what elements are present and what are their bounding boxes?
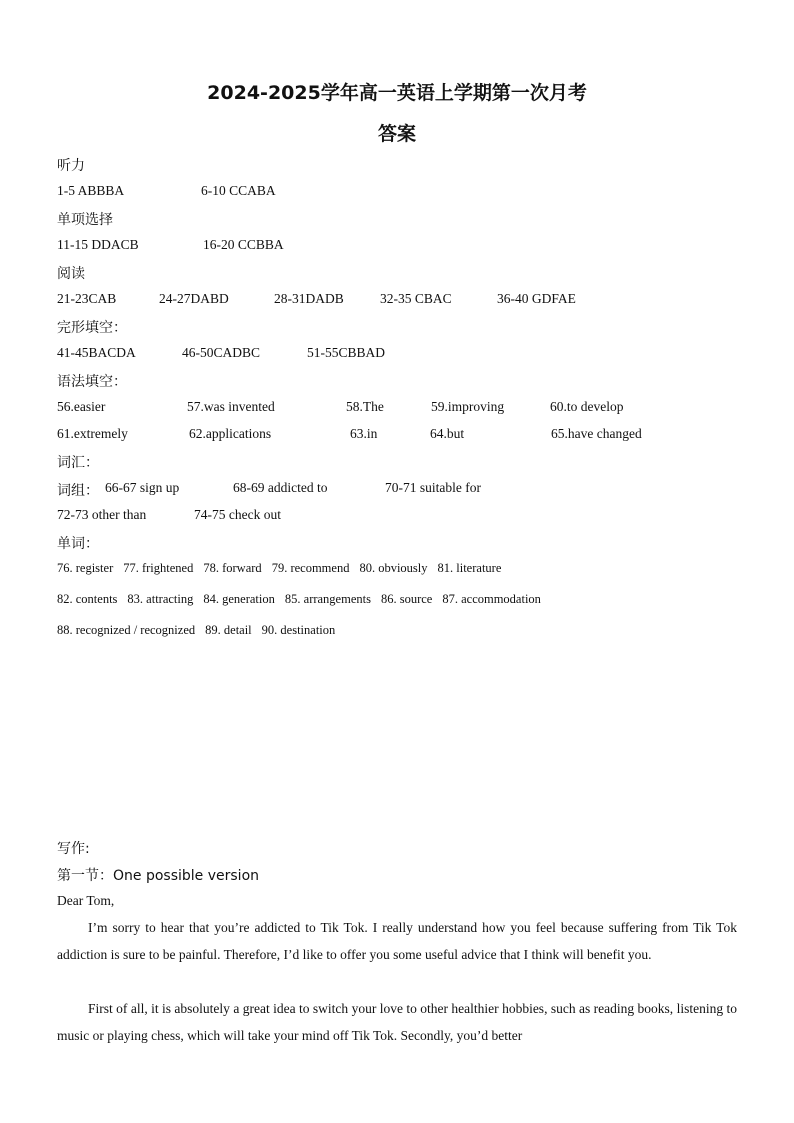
answer-item: 77. frightened	[123, 561, 194, 575]
words-row	[57, 623, 345, 638]
cloze-answers	[57, 345, 757, 363]
answer-group: 46-50CADBC	[182, 345, 261, 360]
answer-group: 32-35 CBAC	[380, 291, 452, 306]
phrases-row	[57, 480, 757, 498]
listening-label: 听力	[57, 158, 85, 174]
answer-item: 86. source	[380, 592, 433, 606]
answer-group: 21-23CAB	[57, 291, 117, 306]
answer-item: 83. attracting	[127, 592, 194, 606]
answer-item: 64.but	[430, 426, 465, 441]
letter-greeting: Dear Tom,	[57, 893, 115, 908]
grammar-answers-row	[57, 426, 757, 444]
answer-group: 24-27DABD	[159, 291, 229, 306]
answer-group: 41-45BACDA	[57, 345, 136, 360]
single-choice-answers	[57, 237, 757, 255]
answer-item: 65.have changed	[551, 426, 642, 441]
answer-item: 72-73 other than	[57, 507, 147, 522]
cloze-label: 完形填空：	[57, 320, 127, 336]
answer-group: 1-5 ABBBA	[57, 183, 125, 198]
letter-paragraph: I’m sorry to hear that you’re addicted to Tik Tok. I really understand how you feel because suffering from Tik Tok addiction is sure to be painful. Therefore, I’d like to offer you some useful advice that I think will benefit you.	[57, 920, 737, 962]
answer-group: 16-20 CCBBA	[203, 237, 284, 252]
grammar-label: 语法填空：	[57, 374, 127, 390]
answer-item: 59.improving	[431, 399, 505, 414]
document-subtitle: 答案	[377, 123, 416, 145]
answer-item: 56.easier	[57, 399, 106, 414]
answer-item: 68-69 addicted to	[233, 480, 328, 495]
answer-item: 58.The	[346, 399, 384, 414]
answer-item: 61.extremely	[57, 426, 128, 441]
phrases-row	[57, 507, 757, 525]
answer-group: 6-10 CCABA	[201, 183, 276, 198]
answer-item: 70-71 suitable for	[385, 480, 481, 495]
words-row	[57, 592, 551, 607]
answer-group: 51-55CBBAD	[307, 345, 386, 360]
answer-item: 78. forward	[203, 561, 262, 575]
answer-item: 60.to develop	[550, 399, 624, 414]
reading-answers	[57, 291, 757, 309]
listening-answers	[57, 183, 757, 201]
answer-item: 89. detail	[205, 623, 252, 637]
answer-item: 74-75 check out	[194, 507, 281, 522]
answer-item: 85. arrangements	[284, 592, 371, 606]
answer-item: 81. literature	[437, 561, 502, 575]
answer-item: 80. obviously	[359, 561, 428, 575]
answer-item: 82. contents	[57, 592, 118, 606]
answer-item: 87. accommodation	[442, 592, 541, 606]
answer-item: 90. destination	[261, 623, 336, 637]
vocabulary-label: 词汇：	[57, 455, 99, 471]
answer-group: 11-15 DDACB	[57, 237, 139, 252]
answer-item: 76. register	[57, 561, 114, 575]
answer-item: 62.applications	[189, 426, 272, 441]
answer-item: 79. recommend	[271, 561, 350, 575]
letter-paragraph: First of all, it is absolutely a great idea to switch your love to other healthier hobbies, such as reading books, listening to music or playing chess, which will take your mind off Tik Tok. Secondly, you’d better	[57, 1001, 737, 1043]
phrases-label: 词组：	[57, 483, 99, 499]
words-row	[57, 561, 511, 576]
single-choice-label: 单项选择	[57, 212, 113, 228]
answer-item: 66-67 sign up	[105, 480, 180, 495]
answer-item: 63.in	[350, 426, 378, 441]
writing-label: 写作:	[57, 841, 90, 857]
answer-item: 84. generation	[203, 592, 275, 606]
words-label: 单词：	[57, 536, 99, 552]
grammar-answers-row	[57, 399, 757, 417]
document-title: 2024-2025学年高一英语上学期第一次月考	[207, 82, 587, 104]
answer-group: 36-40 GDFAE	[497, 291, 576, 306]
answer-group: 28-31DADB	[274, 291, 344, 306]
reading-label: 阅读	[57, 266, 85, 282]
answer-item: 88. recognized / recognized	[57, 623, 196, 637]
answer-item: 57.was invented	[187, 399, 275, 414]
writing-section-label: 第一节：One possible version	[57, 868, 260, 884]
